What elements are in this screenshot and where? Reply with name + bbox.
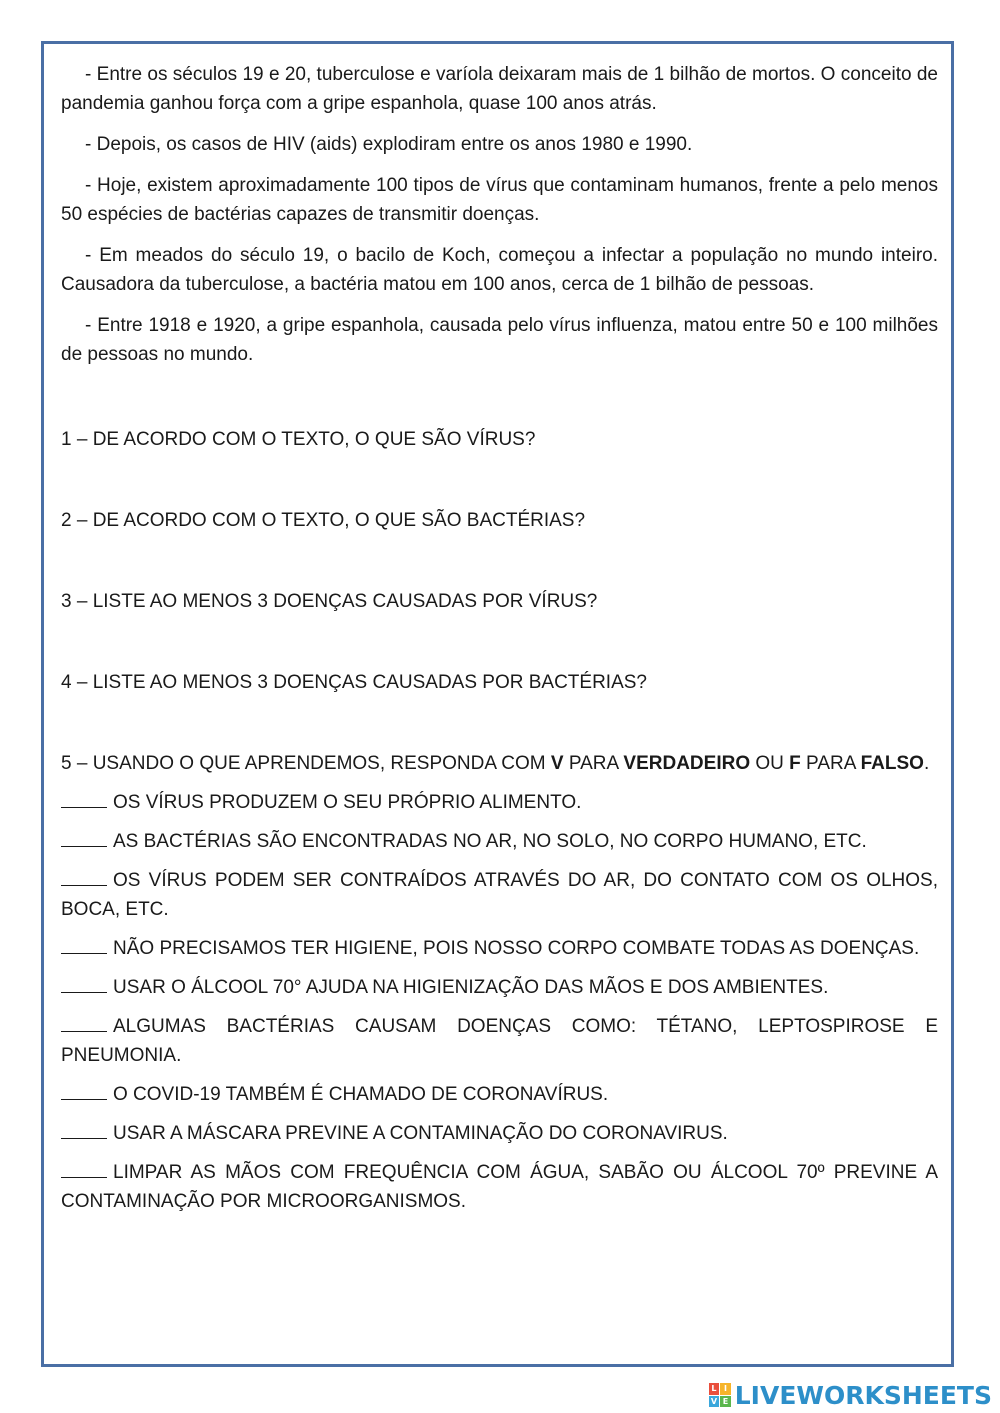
q5-v: V xyxy=(550,753,564,774)
text-paragraph: - Em meados do século 19, o bacilo de Koch, começou a infectar a população no mundo inteiro. Causadora da tuberculose, a bactéria matou em 100 anos, cerca de 1 bilhão de pessoas. xyxy=(61,245,938,295)
tf-item xyxy=(61,827,938,856)
q5-f: F xyxy=(789,753,801,774)
tf-item-text: OS VÍRUS PRODUZEM O SEU PRÓPRIO ALIMENTO. xyxy=(113,792,582,813)
answer-blank[interactable] xyxy=(61,867,107,886)
answer-blank[interactable] xyxy=(61,789,107,808)
answer-blank[interactable] xyxy=(61,828,107,847)
logo-text: LIVEWORKSHEETS xyxy=(734,1380,992,1410)
answer-blank[interactable] xyxy=(61,974,107,993)
question-2: 2 – DE ACORDO COM O TEXTO, O QUE SÃO BACTÉRIAS? xyxy=(61,510,586,531)
tf-item xyxy=(61,1158,938,1216)
q5-mid1: PARA xyxy=(563,753,624,774)
q5-mid3: PARA xyxy=(800,753,861,774)
text-paragraph: - Depois, os casos de HIV (aids) explodiram entre os anos 1980 e 1990. xyxy=(85,134,693,155)
logo-badge-icon xyxy=(709,1383,731,1407)
answer-blank[interactable] xyxy=(61,1081,107,1100)
question-3: 3 – LISTE AO MENOS 3 DOENÇAS CAUSADAS POR VÍRUS? xyxy=(61,591,598,612)
answer-blank[interactable] xyxy=(61,1159,107,1178)
worksheet-content xyxy=(61,60,938,1216)
answer-blank[interactable] xyxy=(61,1013,107,1032)
answer-blank[interactable] xyxy=(61,935,107,954)
tf-item xyxy=(61,934,938,963)
tf-item-text: AS BACTÉRIAS SÃO ENCONTRADAS NO AR, NO SOLO, NO CORPO HUMANO, ETC. xyxy=(113,831,867,852)
text-paragraph: - Entre 1918 e 1920, a gripe espanhola, causada pelo vírus influenza, matou entre 50 e 100 milhões de pessoas no mundo. xyxy=(61,315,938,365)
q5-suffix: . xyxy=(923,753,930,774)
tf-item xyxy=(61,1080,938,1109)
q5-falso: FALSO xyxy=(860,753,924,774)
q5-verdadeiro: VERDADEIRO xyxy=(623,753,751,774)
tf-item-text: NÃO PRECISAMOS TER HIGIENE, POIS NOSSO CORPO COMBATE TODAS AS DOENÇAS. xyxy=(113,938,920,959)
text-paragraph: - Entre os séculos 19 e 20, tuberculose e varíola deixaram mais de 1 bilhão de mortos. O conceito de pandemia ganhou força com a gripe espanhola, quase 100 anos atrás. xyxy=(61,64,938,114)
question-5 xyxy=(61,749,938,778)
logo-badge-letter: L xyxy=(709,1383,720,1395)
tf-item xyxy=(61,788,938,817)
liveworksheets-logo xyxy=(709,1379,992,1411)
tf-item xyxy=(61,973,938,1002)
q5-mid2: OU xyxy=(750,753,790,774)
tf-item xyxy=(61,866,938,924)
tf-item-text: USAR O ÁLCOOL 70° AJUDA NA HIGIENIZAÇÃO DAS MÃOS E DOS AMBIENTES. xyxy=(113,977,829,998)
answer-blank[interactable] xyxy=(61,1120,107,1139)
tf-item-text: ALGUMAS BACTÉRIAS CAUSAM DOENÇAS COMO: TÉTANO, LEPTOSPIROSE E PNEUMONIA. xyxy=(61,1016,938,1066)
q5-prefix: 5 – USANDO O QUE APRENDEMOS, RESPONDA COM xyxy=(61,753,551,774)
tf-item-text: LIMPAR AS MÃOS COM FREQUÊNCIA COM ÁGUA, SABÃO OU ÁLCOOL 70º PREVINE A CONTAMINAÇÃO POR MICROORGANISMOS. xyxy=(61,1162,938,1212)
tf-item-text: O COVID-19 TAMBÉM É CHAMADO DE CORONAVÍRUS. xyxy=(113,1084,609,1105)
question-4: 4 – LISTE AO MENOS 3 DOENÇAS CAUSADAS POR BACTÉRIAS? xyxy=(61,672,648,693)
tf-item xyxy=(61,1119,938,1148)
tf-item xyxy=(61,1012,938,1070)
logo-badge-letter: I xyxy=(720,1383,731,1395)
logo-badge-letter: E xyxy=(720,1396,731,1408)
logo-badge-letter: V xyxy=(709,1396,720,1408)
tf-item-text: OS VÍRUS PODEM SER CONTRAÍDOS ATRAVÉS DO AR, DO CONTATO COM OS OLHOS, BOCA, ETC. xyxy=(61,870,938,920)
text-paragraph: - Hoje, existem aproximadamente 100 tipos de vírus que contaminam humanos, frente a pelo menos 50 espécies de bactérias capazes de transmitir doenças. xyxy=(61,175,938,225)
question-1: 1 – DE ACORDO COM O TEXTO, O QUE SÃO VÍRUS? xyxy=(61,429,536,450)
tf-item-text: USAR A MÁSCARA PREVINE A CONTAMINAÇÃO DO CORONAVIRUS. xyxy=(113,1123,728,1144)
